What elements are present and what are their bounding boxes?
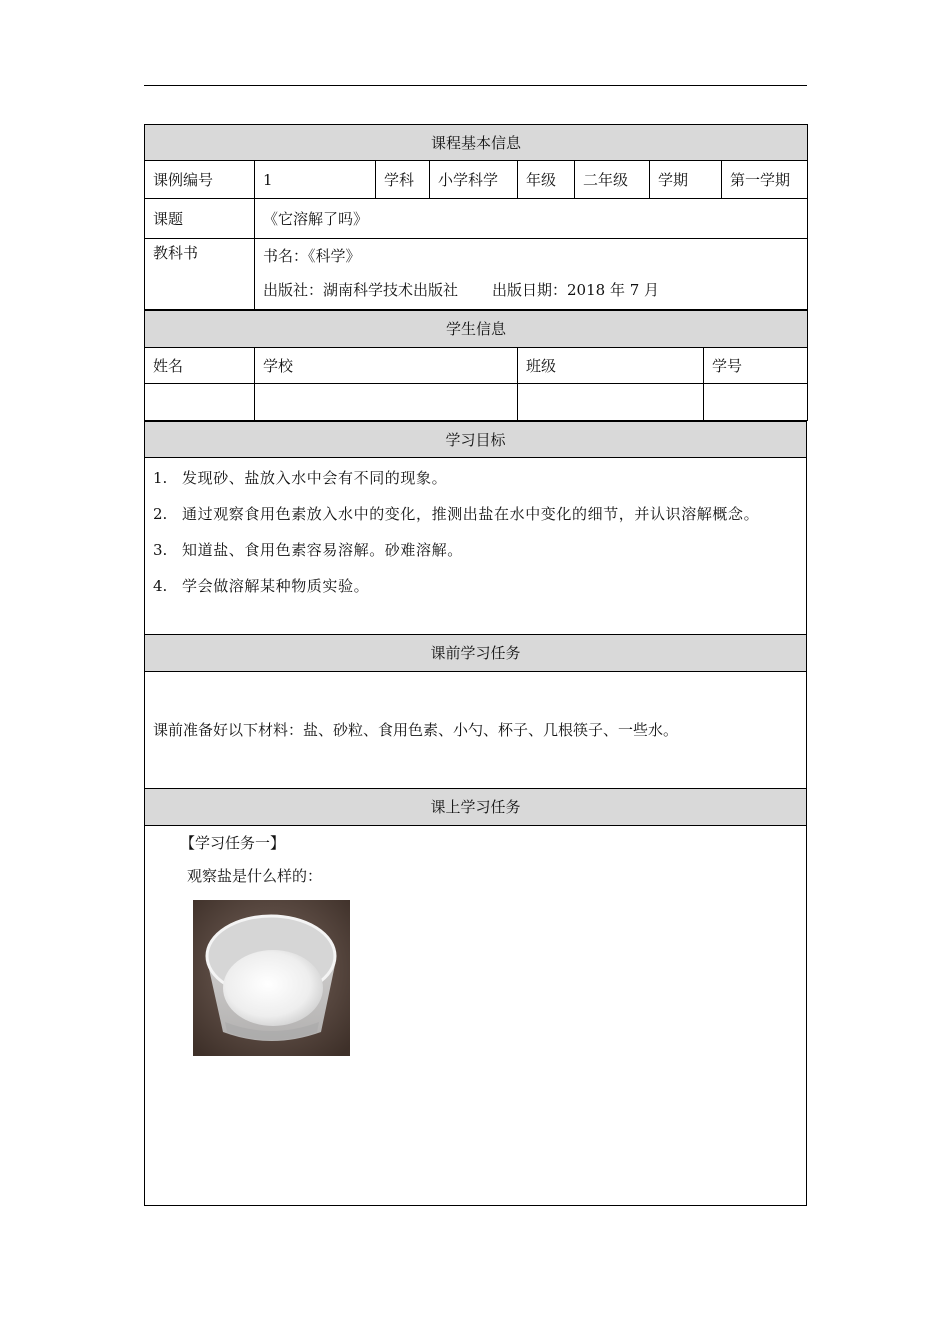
student-number-field[interactable] [704, 384, 808, 421]
textbook-details [255, 239, 808, 310]
lesson-table [144, 421, 807, 1206]
grade-value: 二年级 [575, 161, 650, 199]
section-header-in-class: 课上学习任务 [145, 789, 807, 826]
objective-text: 知道盐、食用色素容易溶解。砂难溶解。 [182, 541, 463, 559]
student-school-field[interactable] [255, 384, 518, 421]
student-class-field[interactable] [518, 384, 704, 421]
section-header-objectives: 学习目标 [145, 422, 807, 458]
subject-value: 小学科学 [430, 161, 518, 199]
student-info-table [144, 310, 808, 421]
objective-text: 学会做溶解某种物质实验。 [182, 577, 370, 595]
salt-cup-photo [193, 900, 350, 1056]
salt-cup-photo-image [193, 900, 350, 1056]
objective-item [153, 460, 798, 496]
student-class-label: 班级 [518, 348, 704, 384]
task-one-title: 【学习任务一】 [180, 834, 286, 852]
student-number-label: 学号 [704, 348, 808, 384]
course-id-label: 课例编号 [145, 161, 255, 199]
course-info-table [144, 124, 808, 310]
objective-number: 3. [153, 541, 168, 559]
in-class-task-area [145, 826, 807, 1206]
objectives-list [145, 458, 807, 635]
objective-item [153, 568, 798, 604]
section-header-course-info: 课程基本信息 [145, 125, 808, 161]
objective-item [153, 532, 798, 568]
pre-class-task-text: 课前准备好以下材料：盐、砂粒、食用色素、小勺、杯子、几根筷子、一些水。 [145, 672, 807, 789]
section-header-student-info: 学生信息 [145, 311, 808, 348]
objective-number: 4. [153, 577, 168, 595]
topic-value: 《它溶解了吗》 [255, 199, 808, 239]
task-one-description: 观察盐是什么样的： [187, 867, 323, 885]
objective-number: 2. [153, 505, 168, 523]
term-label: 学期 [650, 161, 722, 199]
section-header-pre-class: 课前学习任务 [145, 635, 807, 672]
student-name-label: 姓名 [145, 348, 255, 384]
student-school-label: 学校 [255, 348, 518, 384]
textbook-label: 教科书 [145, 239, 255, 310]
course-form [144, 124, 807, 1206]
publication-date: 出版日期：2018 年 7 月 [492, 281, 660, 299]
textbook-publisher-line [263, 273, 799, 307]
publisher: 出版社：湖南科学技术出版社 [263, 281, 459, 299]
term-value: 第一学期 [722, 161, 808, 199]
objective-text: 通过观察食用色素放入水中的变化，推测出盐在水中变化的细节，并认识溶解概念。 [182, 505, 760, 523]
header-rule [144, 85, 807, 86]
textbook-name: 书名：《科学》 [263, 247, 361, 265]
subject-label: 学科 [376, 161, 430, 199]
objective-number: 1. [153, 469, 168, 487]
grade-label: 年级 [518, 161, 575, 199]
course-id-value: 1 [255, 161, 376, 199]
student-name-field[interactable] [145, 384, 255, 421]
topic-label: 课题 [145, 199, 255, 239]
objective-item [153, 496, 798, 532]
objective-text: 发现砂、盐放入水中会有不同的现象。 [182, 469, 448, 487]
